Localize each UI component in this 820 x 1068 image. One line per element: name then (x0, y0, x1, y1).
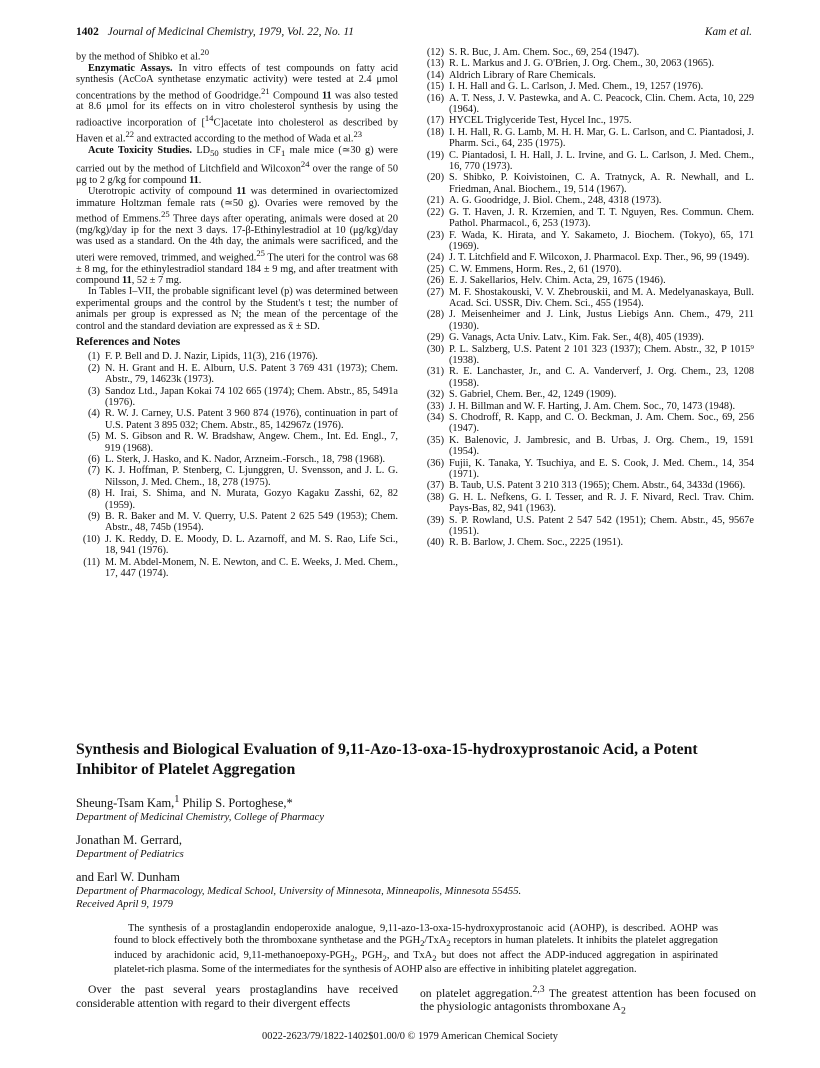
author-line-2: Jonathan M. Gerrard, (76, 833, 182, 848)
reference-item (420, 81, 754, 92)
reference-item (420, 412, 754, 435)
reference-number: (31) (426, 366, 444, 378)
reference-item (420, 515, 754, 538)
reference-number: (5) (87, 431, 100, 443)
reference-number: (9) (87, 511, 100, 523)
reference-number: (25) (426, 263, 444, 275)
reference-item (420, 344, 754, 367)
reference-item (420, 230, 754, 253)
right-column (420, 47, 754, 549)
abstract: The synthesis of a prostaglandin endoperoxide analogue, 9,11-azo-13-oxa-15-hydroxyprostanoic acid (AOHP), is described. AOHP was found to block effectively both the thromboxane synthetase and the $PGH_2/TxA_2$ receptors in human platelets. It inhibits the platelet aggregation induced by arachidonic acid, $9,11-methanoepoxy-PGH_2$, $PGH_2$, and TxA$_2$ but does not affect the ADP-induced aggregation in aspirinated platelet-rich plasma. Some of the intermediates for the synthesis of AOHP also are effective in inhibiting platelet aggregation. (114, 923, 719, 975)
affiliation-3: Department of Pharmacology, Medical School, University of Minnesota, Minneapolis, Minnesota 55455. (76, 886, 522, 898)
reference-number: (15) (426, 81, 444, 93)
reference-number: (39) (426, 514, 444, 526)
reference-text: G. H. L. Nefkens, G. I. Tesser, and R. J. F. Nivard, Recl. Trav. Chim. Pays-Bas, 82, 941 (1963). (449, 491, 754, 515)
reference-text: R. W. J. Carney, U.S. Patent 3 960 874 (1976), continuation in part of U.S. Patent 3 895 032; Chem. Abstr., 85, 142967z (1976). (105, 408, 398, 431)
reference-number: (23) (426, 229, 444, 241)
page-number: 1402 (76, 26, 99, 38)
affiliation-2: Department of Pediatrics (76, 849, 184, 861)
reference-number: (1) (87, 351, 100, 363)
body-left-column: Over the past several years prostaglandins have received considerable attention with regard to their divergent effects (76, 983, 398, 1010)
reference-text: M. M. Abdel-Monem, N. E. Newton, and C. E. Weeks, J. Med. Chem., 17, 447 (1974). (105, 556, 398, 580)
reference-number: (33) (426, 400, 444, 412)
reference-number: (40) (426, 537, 444, 549)
page-header (76, 26, 752, 38)
reference-item (420, 332, 754, 343)
running-author: Kam et al. (704, 26, 752, 38)
reference-text: E. J. Sakellarios, Helv. Chim. Acta, 29, 1675 (1946). (449, 275, 666, 287)
reference-item (420, 389, 754, 400)
reference-text: J. Meisenheimer and J. Link, Justus Liebigs Ann. Chem., 479, 211 (1930). (449, 309, 754, 332)
reference-number: (4) (87, 408, 100, 420)
reference-item (76, 557, 398, 580)
reference-number: (37) (426, 480, 444, 492)
article (76, 740, 756, 976)
reference-number: (26) (426, 275, 444, 287)
reference-item (76, 511, 398, 534)
reference-text: C. W. Emmens, Horm. Res., 2, 61 (1970). (449, 263, 622, 275)
reference-text: M. S. Gibson and R. W. Bradshaw, Angew. Chem., Int. Ed. Engl., 7, 919 (1968). (105, 431, 398, 454)
reference-text: I. H. Hall, R. G. Lamb, M. H. H. Mar, G. L. Carlson, and C. Piantadosi, J. Pharm. Sci., 64, 235 (1975). (449, 126, 754, 150)
reference-number: (14) (426, 69, 444, 81)
reference-text: A. G. Goodridge, J. Biol. Chem., 248, 4318 (1973). (449, 195, 662, 207)
reference-item (76, 488, 398, 511)
reference-text: L. Sterk, J. Hasko, and K. Nador, Arzneim.-Forsch., 18, 798 (1968). (105, 454, 386, 465)
reference-item (420, 264, 754, 275)
left-column (76, 47, 398, 579)
reference-number: (27) (426, 286, 444, 298)
reference-number: (2) (87, 362, 100, 374)
reference-item (420, 309, 754, 332)
reference-number: (28) (426, 309, 444, 321)
reference-item (420, 401, 754, 412)
reference-item (420, 150, 754, 173)
enzymatic-heading: Enzymatic Assays. (88, 62, 173, 74)
reference-number: (12) (426, 47, 444, 58)
author-line-1: Sheung-Tsam Kam,$^1$ Philip S. Portoghese,* (76, 794, 293, 811)
reference-text: HYCEL Triglyceride Test, Hycel Inc., 1975. (449, 115, 632, 127)
reference-number: (17) (426, 115, 444, 127)
reference-item (420, 207, 754, 230)
reference-number: (7) (87, 465, 100, 477)
reference-item (76, 454, 398, 465)
reference-item (420, 275, 754, 286)
reference-text: S. Chodroff, R. Kapp, and C. O. Beckman, J. Am. Chem. Soc., 69, 256 (1947). (449, 412, 754, 435)
reference-text: J. H. Billman and W. F. Harting, J. Am. Chem. Soc., 70, 1473 (1948). (449, 400, 736, 412)
reference-item (420, 70, 754, 81)
reference-number: (22) (426, 206, 444, 218)
received-date: Received April 9, 1979 (76, 899, 173, 911)
reference-item (420, 172, 754, 195)
reference-item (420, 252, 754, 263)
reference-text: N. H. Grant and H. E. Alburn, U.S. Patent 3 769 431 (1973); Chem. Abstr., 79, 14623k (1973). (105, 362, 398, 386)
reference-item (420, 58, 754, 69)
reference-number: (8) (87, 488, 100, 500)
journal-name: Journal of Medicinal Chemistry, 1979, Vol. 22, No. 11 (107, 26, 354, 38)
reference-number: (6) (87, 454, 100, 465)
reference-item (420, 287, 754, 310)
reference-text: R. L. Markus and J. G. O'Brien, J. Org. Chem., 30, 2063 (1965). (449, 58, 715, 70)
references-list-left (76, 351, 398, 579)
reference-number: (20) (426, 172, 444, 184)
reference-text: B. R. Baker and M. V. Querry, U.S. Patent 2 625 549 (1953); Chem. Abstr., 48, 745b (1954). (105, 511, 398, 534)
reference-text: R. E. Lanchaster, Jr., and C. A. Vanderverf, J. Org. Chem., 23, 1208 (1958). (449, 366, 754, 389)
reference-item (420, 195, 754, 206)
body-right-column: on platelet aggregation.$^{2,3}$ The greatest attention has been focused on the physiologic antagonists thromboxane $A_2$ (420, 984, 756, 1017)
reference-number: (35) (426, 434, 444, 446)
reference-text: Fujii, K. Tanaka, Y. Tsuchiya, and E. S. Cook, J. Med. Chem., 14, 354 (1971). (449, 457, 754, 481)
reference-item (76, 534, 398, 557)
reference-item (420, 492, 754, 515)
reference-text: G. T. Haven, J. R. Krzemien, and T. T. Nguyen, Res. Commun. Chem. Pathol. Pharmacol., 6, 253 (1973). (449, 206, 754, 230)
reference-number: (32) (426, 389, 444, 401)
reference-number: (30) (426, 343, 444, 355)
author-line-3: and Earl W. Dunham (76, 870, 180, 885)
reference-number: (16) (426, 92, 444, 104)
reference-text: F. P. Bell and D. J. Nazir, Lipids, 11(3), 216 (1976). (105, 351, 318, 363)
reference-item (420, 115, 754, 126)
reference-text: H. Irai, S. Shima, and N. Murata, Gozyo Kagaku Zasshi, 62, 82 (1959). (105, 488, 398, 511)
reference-text: C. Piantadosi, I. H. Hall, J. L. Irvine, and G. L. Carlson, J. Med. Chem., 16, 770 (1973). (449, 149, 754, 173)
references-heading: References and Notes (76, 335, 181, 348)
reference-item (76, 408, 398, 431)
reference-number: (18) (426, 126, 444, 138)
reference-number: (3) (87, 385, 100, 397)
references-list-right (420, 47, 754, 549)
reference-item (420, 127, 754, 150)
reference-text: P. L. Salzberg, U.S. Patent 2 101 323 (1937); Chem. Abstr., 32, P 1015⁹ (1938). (449, 343, 754, 366)
enzymatic-paragraph: Enzymatic Assays. In vitro effects of test compounds on fatty acid synthesis (AcCoA synthetase enzymatic activity) were tested at 2.4 μmol concentrations by the method of Goodridge.$^{21}$ Compound 11 was also tested at 8.6 μmol for its effects on in vitro cholesterol synthesis by using the radioactive incorporation of [$^{14}$C]acetate into cholesterol as described by Haven et al.$^{22}$ and extracted according to the method of Wada et al.$^{23}$ (76, 62, 398, 145)
reference-item (420, 93, 754, 116)
page-footer: 0022-2623/79/1822-1402$01.00/0 © 1979 American Chemical Society (262, 1031, 558, 1042)
reference-number: (13) (426, 58, 444, 70)
reference-text: S. P. Rowland, U.S. Patent 2 547 542 (1951); Chem. Abstr., 45, 9567e (1951). (449, 514, 754, 538)
reference-item (76, 351, 398, 362)
reference-text: K. Balenovic, J. Jambresic, and B. Urbas, J. Org. Chem., 19, 1591 (1954). (449, 434, 754, 458)
reference-number: (24) (426, 252, 444, 264)
toxicity-heading: Acute Toxicity Studies. (88, 144, 192, 156)
reference-text: G. Vanags, Acta Univ. Latv., Kim. Fak. Ser., 4(8), 405 (1939). (449, 332, 705, 344)
reference-text: A. T. Ness, J. V. Pastewka, and A. C. Peacock, Clin. Chem. Acta, 10, 229 (1964). (449, 92, 754, 116)
reference-item (420, 537, 754, 548)
reference-number: (21) (426, 195, 444, 207)
toxicity-paragraph: Acute Toxicity Studies. $LD_{50}$ studies in $CF_1$ male mice (≃30 g) were carried out by the method of Litchfield and Wilcoxon$^{24}$ over the range of 50 μg to 2 g/kg for compound 11. (76, 144, 398, 186)
shibko-line: by the method of Shibko et al.$^{20}$ (76, 47, 209, 63)
reference-text: Aldrich Library of Rare Chemicals. (449, 69, 596, 81)
reference-text: Sandoz Ltd., Japan Kokai 74 102 665 (1974); Chem. Abstr., 85, 5491a (1976). (105, 385, 398, 408)
reference-item (76, 363, 398, 386)
reference-text: R. B. Barlow, J. Chem. Soc., 2225 (1951). (449, 537, 624, 549)
reference-number: (29) (426, 332, 444, 344)
reference-number: (19) (426, 149, 444, 161)
reference-item (76, 431, 398, 454)
reference-text: S. R. Buc, J. Am. Chem. Soc., 69, 254 (1947). (449, 47, 640, 58)
tables-paragraph: In Tables I–VII, the probable significant level (p) was determined between experimental groups and the control by the Student's t test; the number of animals per group is expressed as N; the mean of the percentage of the control and the standard deviation are expressed as x̄ ± SD. (76, 286, 398, 332)
reference-number: (36) (426, 457, 444, 469)
reference-number: (10) (82, 533, 100, 545)
affiliation-1: Department of Medicinal Chemistry, College of Pharmacy (76, 812, 325, 824)
reference-text: F. Wada, K. Hirata, and Y. Sakameto, J. Biochem. (Tokyo), 65, 171 (1969). (449, 229, 754, 252)
reference-item (420, 458, 754, 481)
reference-text: M. F. Shostakouski, V. V. Zhebrouskii, and M. A. Medelyanaskaya, Bull. Acad. Sci. USSR, Div. Chem. Sci., 455 (1954). (449, 286, 754, 309)
reference-text: S. Shibko, P. Koivistoinen, C. A. Tratnyck, A. R. Newhall, and L. Friedman, Anal. Biochem., 19, 514 (1967). (449, 172, 754, 195)
reference-number: (11) (83, 556, 100, 568)
reference-item (420, 435, 754, 458)
uterotropic-paragraph: Uterotropic activity of compound 11 was determined in ovariectomized immature Holtzman female rats (≃50 g). Ovaries were removed by the method of Emmens.$^{25}$ Three days after operating, animals were dosed at 20 (mg/kg)/day ip for the next 3 days. 17-β-Ethinylestradiol at 10 (μg/kg)/day was used as a standard. On the 4th day, the animals were sacrificed, and the uteri were removed, trimmed, and weighed.$^{25}$ The uteri for the control was 68 ± 8 mg, for the ethinylestradiol standard 184 ± 9 mg, and after treatment with compound 11, 52 ± 7 mg. (76, 186, 398, 286)
reference-item (420, 47, 754, 58)
reference-item (420, 480, 754, 491)
reference-item (420, 366, 754, 389)
reference-text: S. Gabriel, Chem. Ber., 42, 1249 (1909). (449, 389, 617, 401)
article-title: Synthesis and Biological Evaluation of 9,11-Azo-13-oxa-15-hydroxyprostanoic Acid, a Potent Inhibitor of Platelet Aggregation (76, 741, 698, 778)
reference-item (76, 465, 398, 488)
reference-item (76, 386, 398, 409)
reference-number: (38) (426, 491, 444, 503)
reference-text: J. T. Litchfield and F. Wilcoxon, J. Pharmacol. Exp. Ther., 96, 99 (1949). (449, 252, 750, 264)
reference-number: (34) (426, 412, 444, 423)
reference-text: K. J. Hoffman, P. Stenberg, C. Ljunggren, U. Svensson, and J. L. G. Nilsson, J. Med. Chem., 18, 278 (1975). (105, 465, 398, 488)
reference-text: J. K. Reddy, D. E. Moody, D. L. Azarnoff, and M. S. Rao, Life Sci., 18, 941 (1976). (105, 533, 398, 557)
reference-text: B. Taub, U.S. Patent 3 210 313 (1965); Chem. Abstr., 64, 3433d (1966). (449, 480, 746, 492)
reference-text: I. H. Hall and G. L. Carlson, J. Med. Chem., 19, 1257 (1976). (449, 81, 704, 93)
